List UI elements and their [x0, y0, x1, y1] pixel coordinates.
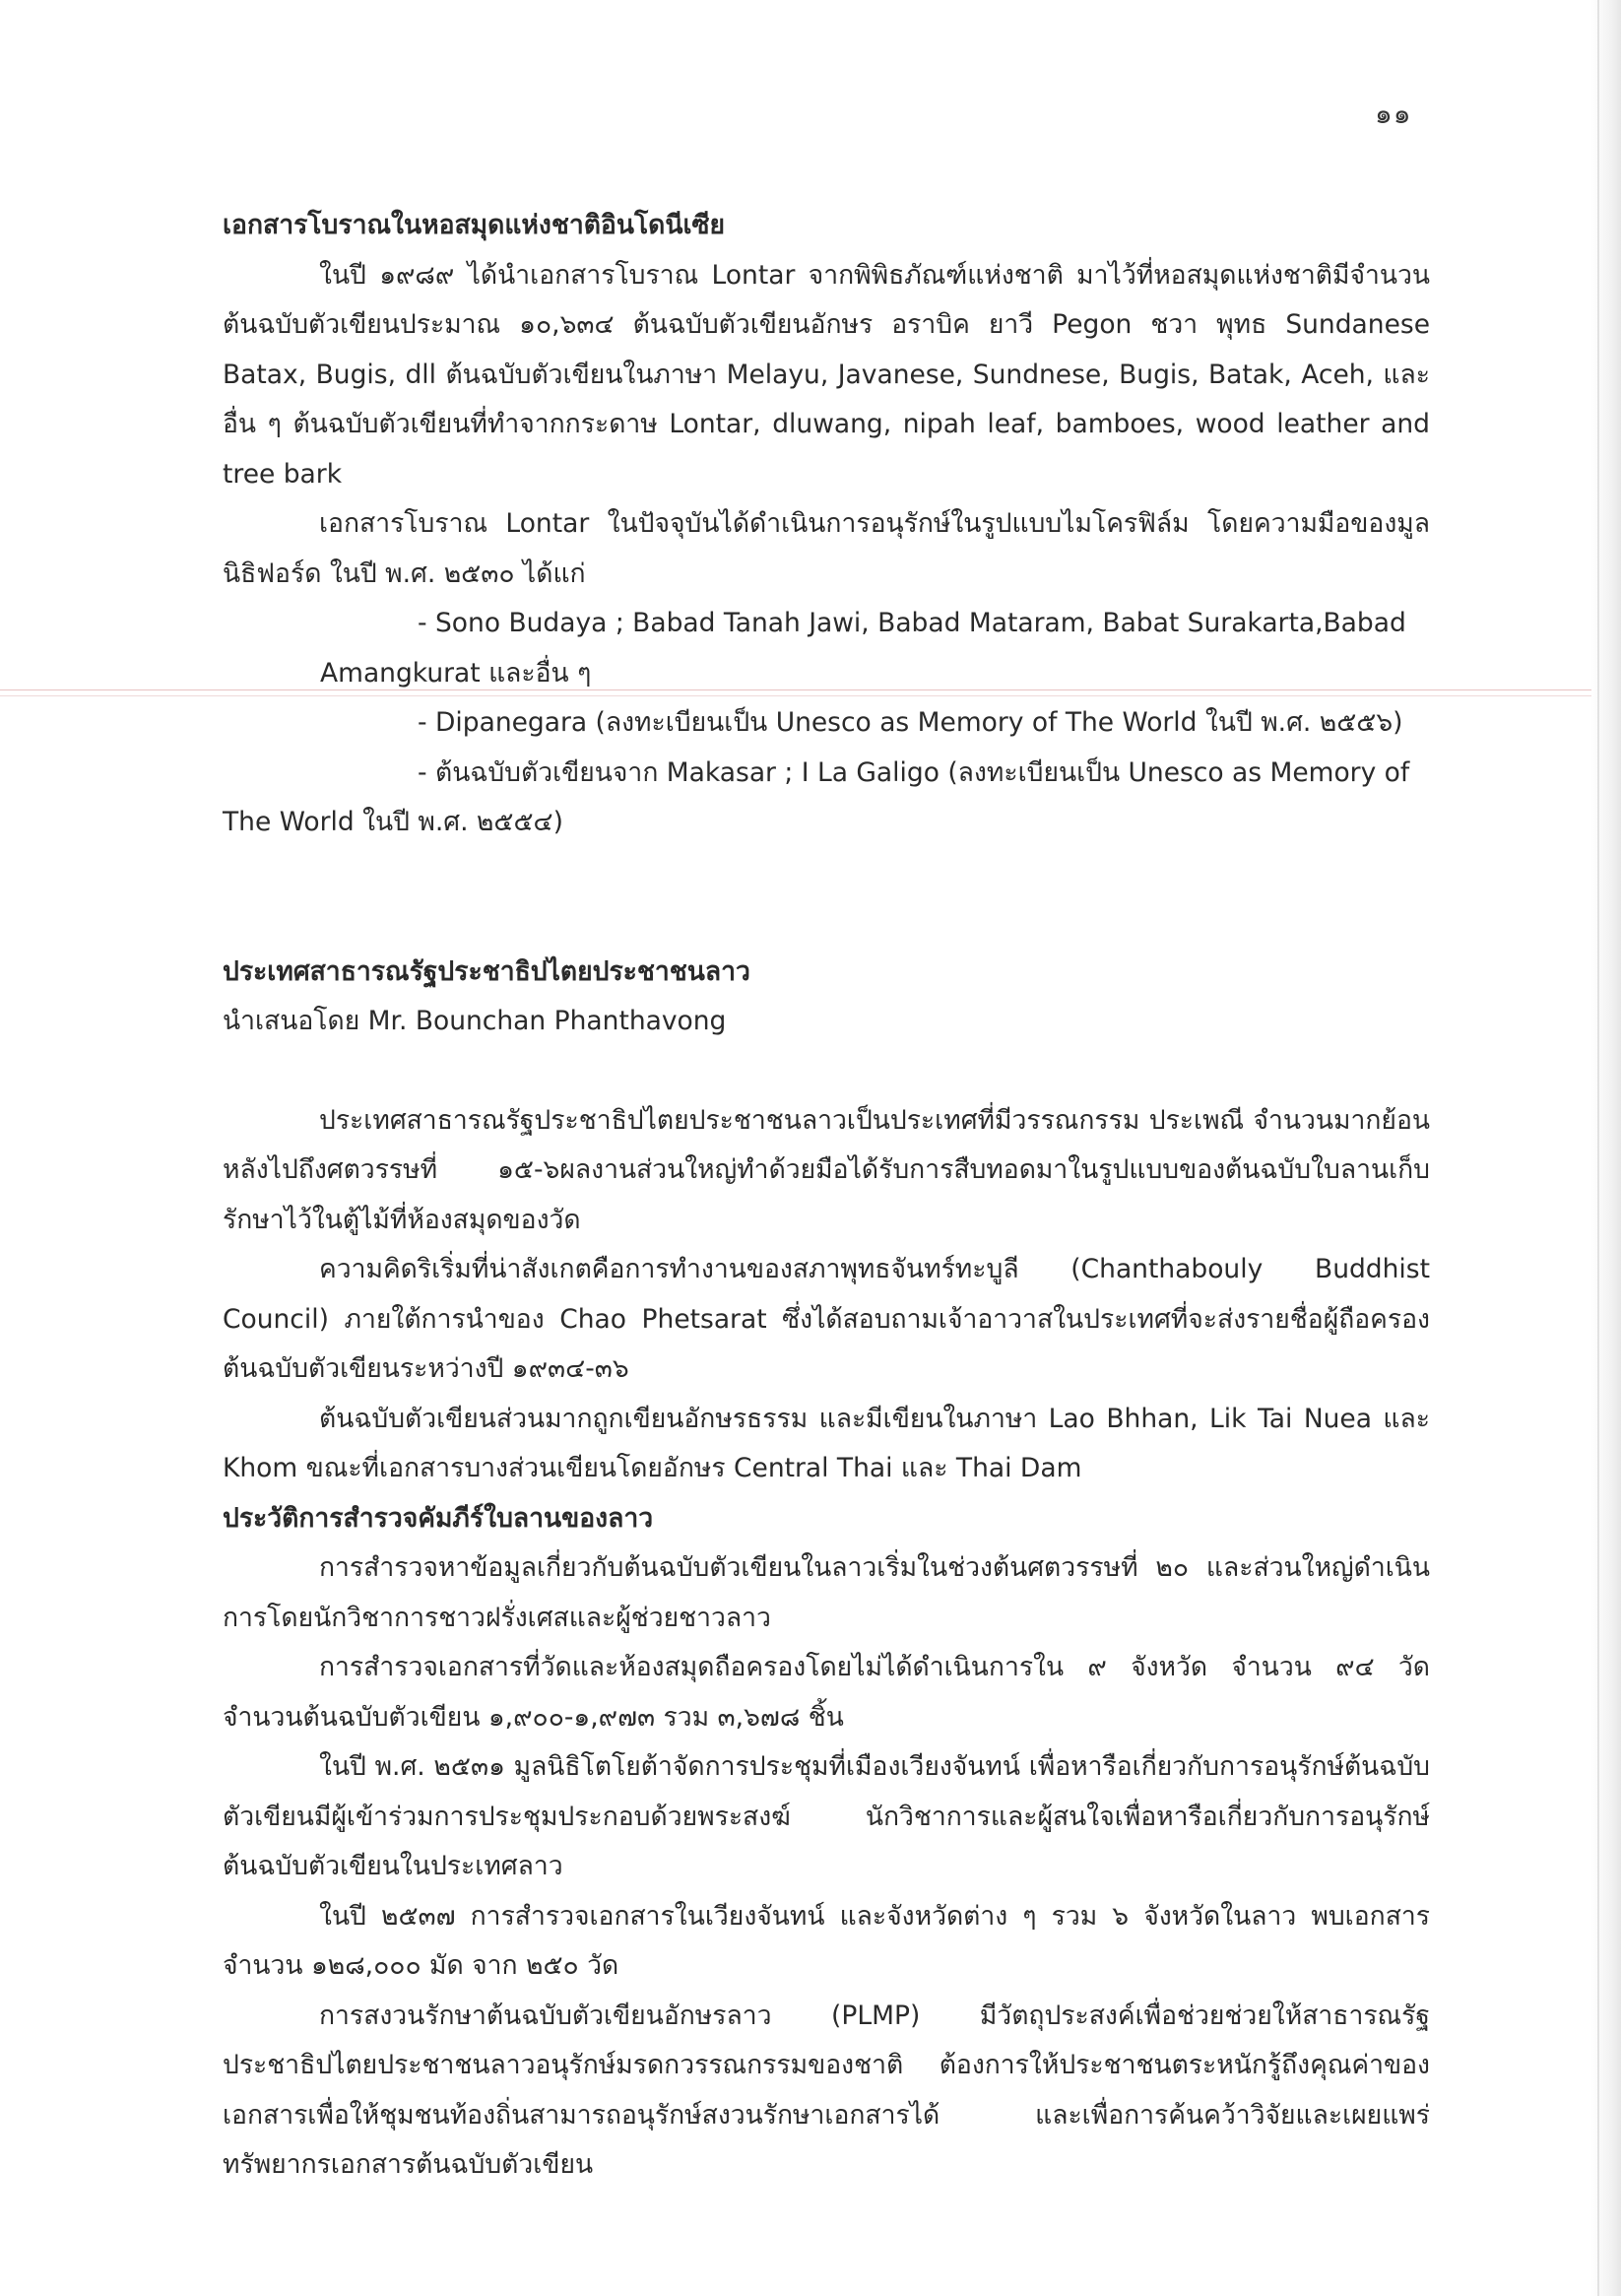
section-heading-laos: ประเทศสาธารณรัฐประชาธิปไตยประชาชนลาว [223, 955, 750, 987]
paragraph: การสงวนรักษาต้นฉบับตัวเขียนอักษรลาว (PLMP) มีวัตถุประสงค์เพื่อช่วยช่วยให้สาธารณรัฐประชาธิปไตยประชาชนลาวอนุรักษ์มรดกวรรณกรรมของชาติ ต้องการให้ประชาชนตระหนักรู้ถึงคุณค่าของเอกสารเพื่อให้ชุมชนท้องถิ่นสามารถอนุรักษ์สงวนรักษาเอกสารได้ และเพื่อการค้นคว้าวิจัยและเผยแพร่ทรัพยากรเอกสารต้นฉบับตัวเขียน [223, 2000, 1430, 2180]
list-item: - Dipanegara (ลงทะเบียนเป็น Unesco as Memory of The World ในปี พ.ศ. ๒๕๕๖) [418, 707, 1403, 738]
list-item: - ต้นฉบับตัวเขียนจาก Makasar ; I La Galigo (ลงทะเบียนเป็น Unesco as Memory of [418, 756, 1410, 788]
list-item-continuation: Amangkurat และอื่น ๆ [320, 657, 592, 689]
spacer [223, 848, 1430, 948]
paragraph: ในปี ๒๕๓๗ การสำรวจเอกสารในเวียงจันทน์ และจังหวัดต่าง ๆ รวม ๖ จังหวัดในลาว พบเอกสารจำนวน ๑๒๘,๐๐๐ มัด จาก ๒๕๐ วัด [223, 1900, 1430, 1981]
page-number: ๑๑ [1375, 98, 1412, 130]
spacer [223, 1047, 1430, 1096]
presenter-line: นำเสนอโดย Mr. Bounchan Phanthavong [223, 1006, 727, 1036]
section-heading-indonesia: เอกสารโบราณในหอสมุดแห่งชาติอินโดนีเซีย [223, 210, 726, 240]
section-heading-survey-history: ประวัติการสำรวจคัมภีร์ใบลานของลาว [223, 1502, 654, 1534]
paragraph: ในปี ๑๙๘๙ ได้นำเอกสารโบราณ Lontar จากพิพิธภัณฑ์แห่งชาติ มาไว้ที่หอสมุดแห่งชาติมีจำนวนต้นฉบับตัวเขียนประมาณ ๑๐,๖๓๔ ต้นฉบับตัวเขียนอักษร อราบิค ยาวี Pegon ชวา พุทธ Sundanese Batax, Bugis, dll ต้นฉบับตัวเขียนในภาษา Melayu, Javanese, Sundnese, Bugis, Batak, Aceh, และอื่น ๆ ต้นฉบับตัวเขียนที่ทำจากกระดาษ Lontar, dluwang, nipah leaf, bamboes, wood leather and tree bark [223, 259, 1430, 490]
paragraph: เอกสารโบราณ Lontar ในปัจจุบันได้ดำเนินการอนุรักษ์ในรูปแบบไมโครฟิล์ม โดยความมือของมูลนิธิฟอร์ด ในปี พ.ศ. ๒๕๓๐ ได้แก่ [223, 508, 1430, 589]
paragraph: ความคิดริเริ่มที่น่าสังเกตคือการทำงานของสภาพุทธจันทร์ทะบูลี (Chanthabouly Buddhist Council) ภายใต้การนำของ Chao Phetsarat ซึ่งได้สอบถามเจ้าอาวาสในประเทศที่จะส่งรายชื่อผู้ถือครองต้นฉบับตัวเขียนระหว่างปี ๑๙๓๔-๓๖ [223, 1254, 1430, 1384]
paragraph: ประเทศสาธารณรัฐประชาธิปไตยประชาชนลาวเป็นประเทศที่มีวรรณกรรม ประเพณี จำนวนมากย้อนหลังไปถึงศตวรรษที่ ๑๕-๖ผลงานส่วนใหญ่ทำด้วยมือได้รับการสืบทอดมาในรูปแบบของต้นฉบับใบลานเก็บรักษาไว้ในตู้ไม้ที่ห้องสมุดของวัด [223, 1104, 1430, 1235]
scan-edge-line [1597, 0, 1599, 2296]
paragraph: การสำรวจเอกสารที่วัดและห้องสมุดถือครองโดยไม่ได้ดำเนินการใน ๙ จังหวัด จำนวน ๙๔ วัด จำนวนต้นฉบับตัวเขียน ๑,๙๐๐-๑,๙๗๓ รวม ๓,๖๗๘ ชิ้น [223, 1652, 1430, 1733]
paragraph: การสำรวจหาข้อมูลเกี่ยวกับต้นฉบับตัวเขียนในลาวเริ่มในช่วงต้นศตวรรษที่ ๒๐ และส่วนใหญ่ดำเนินการโดยนักวิชาการชาวฝรั่งเศสและผู้ช่วยชาวลาว [223, 1552, 1430, 1633]
list-item-continuation: The World ในปี พ.ศ. ๒๕๕๔) [223, 807, 563, 837]
paragraph: ในปี พ.ศ. ๒๕๓๑ มูลนิธิโตโยต้าจัดการประชุมที่เมืองเวียงจันทน์ เพื่อหารือเกี่ยวกับการอนุรักษ์ต้นฉบับตัวเขียนมีผู้เข้าร่วมการประชุมประกอบด้วยพระสงฆ์ นักวิชาการและผู้สนใจเพื่อหารือเกี่ยวกับการอนุรักษ์ต้นฉบับตัวเขียนในประเทศลาว [223, 1751, 1430, 1881]
list-item: - Sono Budaya ; Babad Tanah Jawi, Babad Mataram, Babat Surakarta,Babad [418, 608, 1406, 638]
scan-edge-shadow [1591, 0, 1621, 2296]
document-body [223, 201, 1430, 2191]
paragraph: ต้นฉบับตัวเขียนส่วนมากถูกเขียนอักษรธรรม และมีเขียนในภาษา Lao Bhhan, Lik Tai Nuea และ Khom ขณะที่เอกสารบางส่วนเขียนโดยอักษร Central Thai และ Thai Dam [223, 1403, 1430, 1483]
